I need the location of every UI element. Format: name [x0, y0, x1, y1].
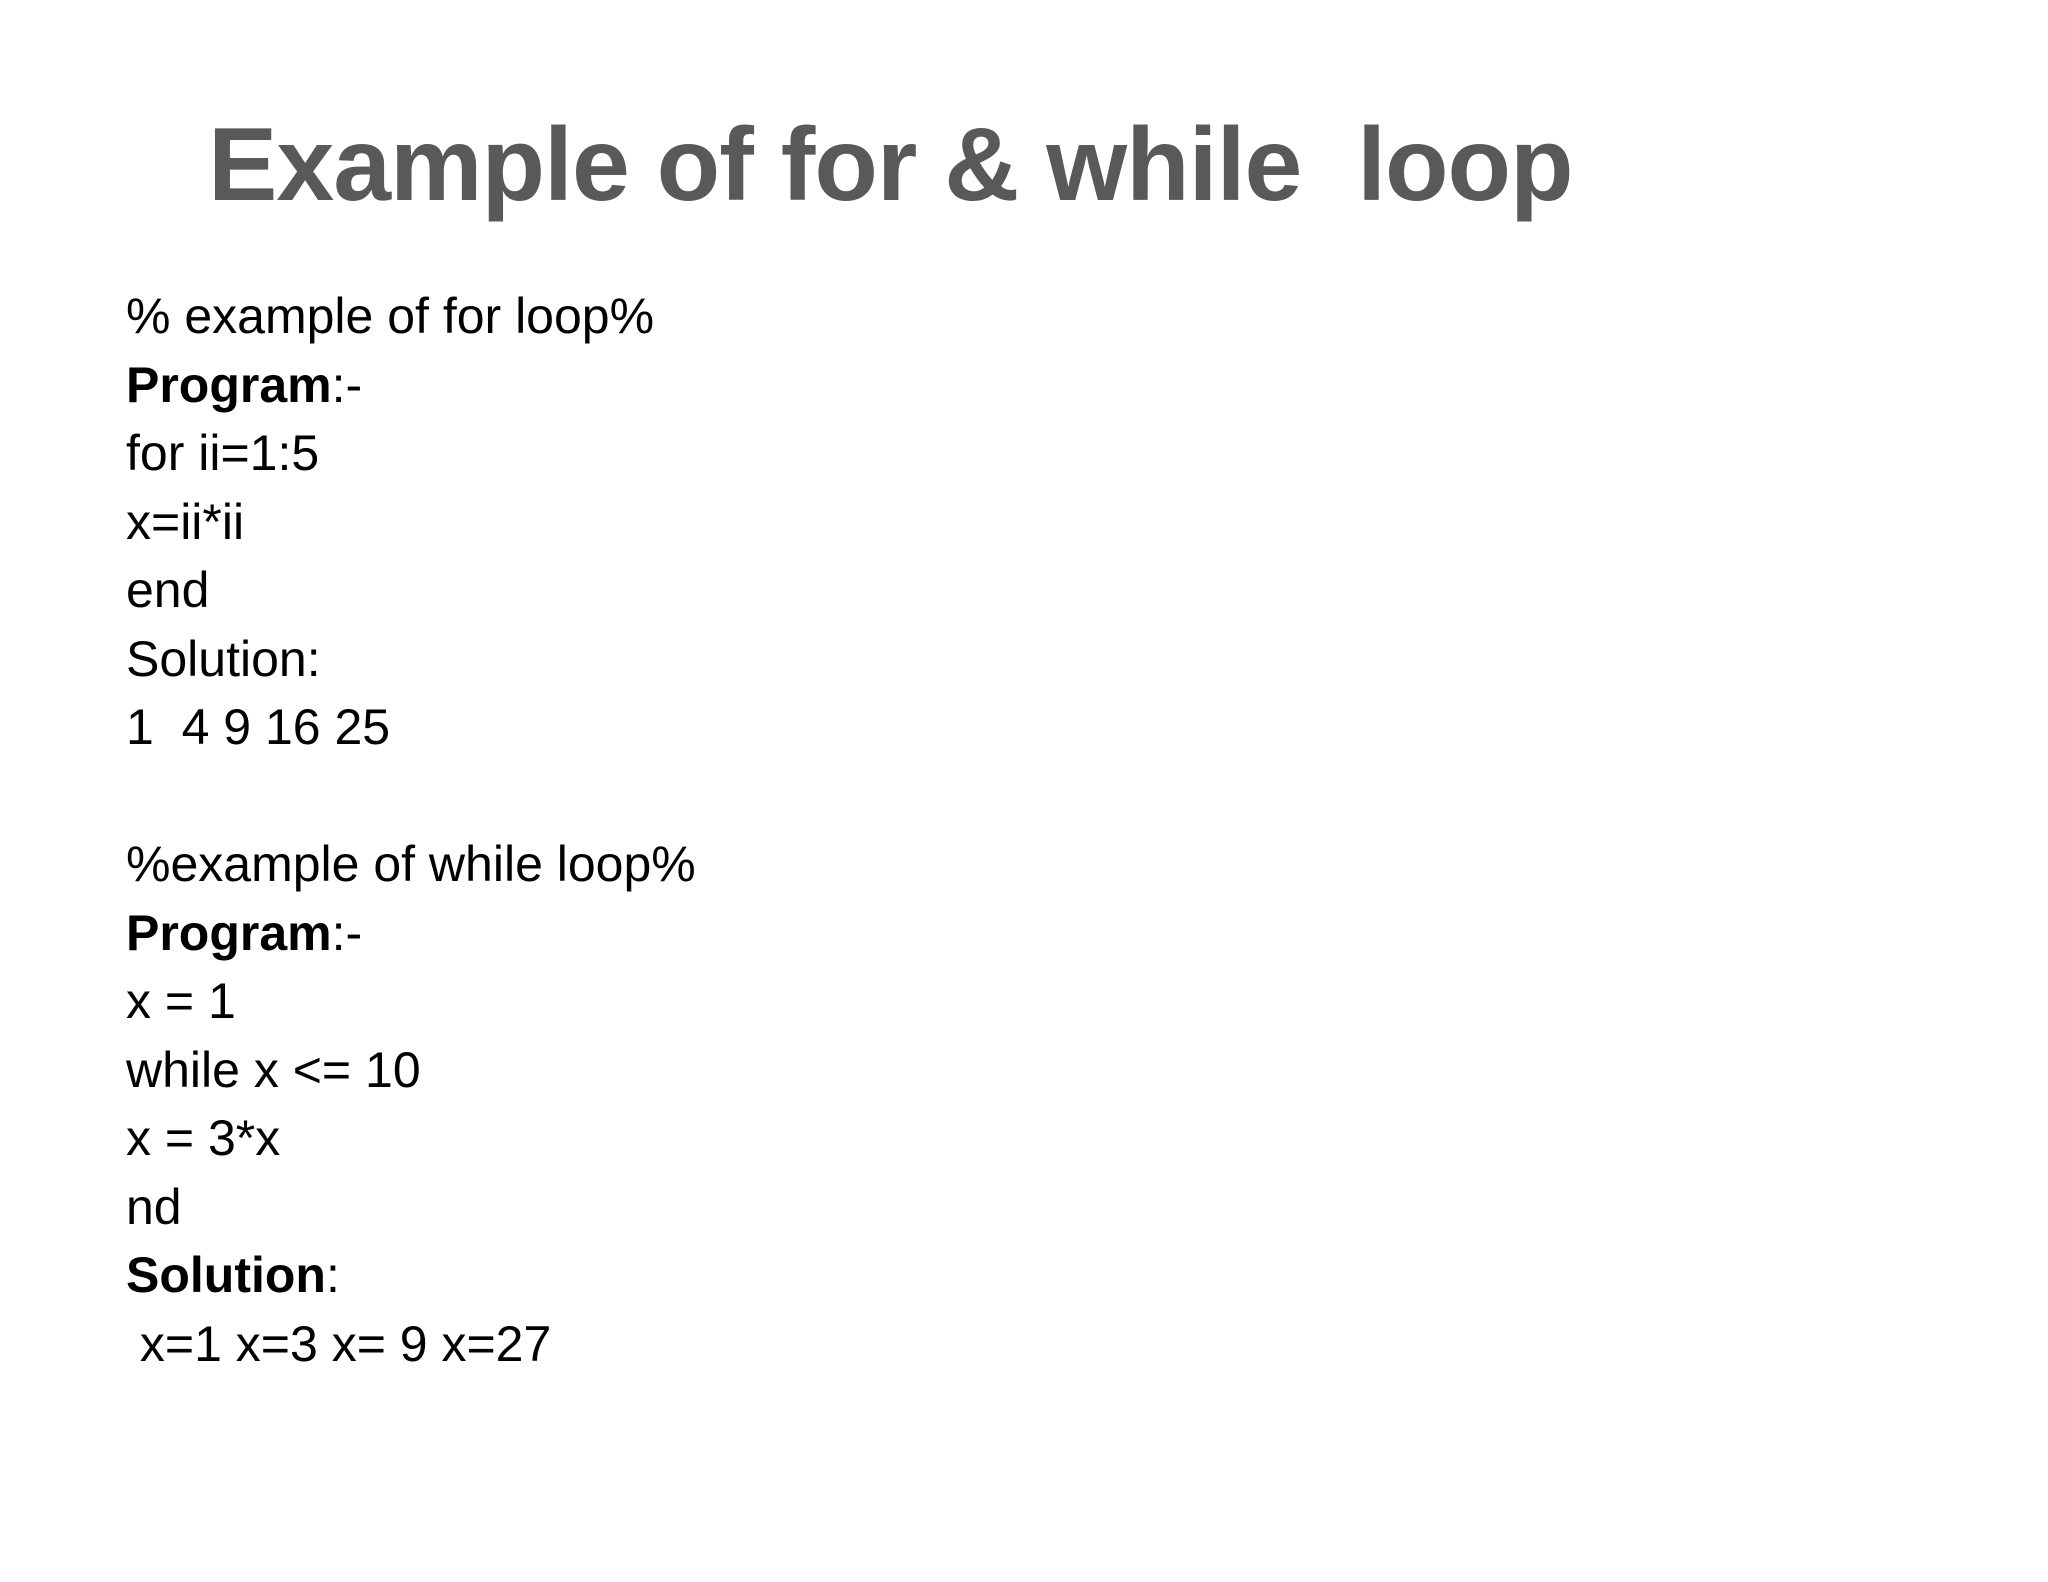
for-solution-label: Solution:	[126, 630, 321, 687]
while-program-label: Program	[126, 904, 332, 961]
for-solution-value: 1 4 9 16 25	[126, 699, 391, 755]
for-loop-comment: % example of for loop%	[126, 288, 655, 344]
while-code-line-1: x = 1	[126, 973, 236, 1029]
while-solution-label: Solution	[126, 1247, 326, 1303]
while-code-line-2: while x <= 10	[126, 1041, 421, 1098]
slide-body	[126, 282, 696, 1378]
for-code-line-1: for ii=1:5	[126, 425, 320, 481]
for-program-label: Program	[126, 356, 332, 413]
while-code-line-4: nd	[126, 1178, 182, 1235]
for-program-heading	[126, 351, 696, 420]
while-program-suffix: :-	[331, 904, 363, 961]
while-program-heading	[126, 899, 696, 968]
for-code-line-2: x=ii*ii	[126, 493, 245, 550]
while-loop-comment: %example of while loop%	[126, 836, 696, 892]
while-solution-value: x=1 x=3 x= 9 x=27	[126, 1315, 552, 1372]
while-solution-heading	[126, 1241, 696, 1310]
slide-title: Example of for & while loop	[208, 107, 1573, 223]
for-program-suffix: :-	[331, 356, 363, 413]
while-code-line-3: x = 3*x	[126, 1110, 281, 1166]
blank-line	[126, 762, 696, 831]
for-code-line-3: end	[126, 562, 210, 618]
while-solution-suffix: :	[325, 1247, 340, 1303]
